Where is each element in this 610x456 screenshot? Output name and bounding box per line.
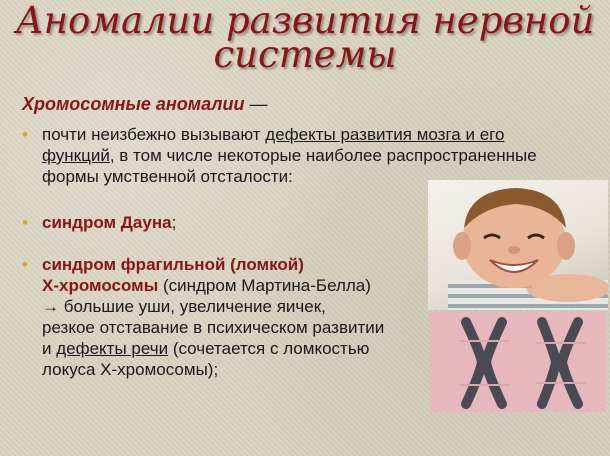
bullet-text bbox=[42, 124, 537, 187]
text-line: → большие уши, увеличение яичек, bbox=[42, 297, 326, 316]
text-line: локуса Х-хромосомы); bbox=[42, 360, 219, 379]
text-span: и bbox=[42, 339, 57, 358]
child-illustration bbox=[428, 180, 608, 310]
x-chromosome-illustration bbox=[430, 312, 606, 412]
text-span: почти неизбежно вызывают bbox=[42, 125, 266, 144]
slide-title bbox=[0, 0, 610, 76]
syndrome-name: синдром фрагильной (ломкой) bbox=[42, 255, 304, 274]
text-span: (сочетается с ломкостью bbox=[168, 339, 370, 358]
underlined-text: дефекты речи bbox=[56, 339, 169, 358]
text-line: резкое отставание в психическом развитии bbox=[42, 318, 385, 337]
chromosome-photo bbox=[430, 312, 606, 412]
syndrome-name: Х-хромосомы bbox=[42, 276, 159, 295]
underlined-text: функций bbox=[42, 146, 110, 165]
bullet-text bbox=[42, 212, 176, 233]
bullet-marker: • bbox=[22, 255, 28, 274]
bullet-text bbox=[42, 254, 384, 380]
text-span: ; bbox=[171, 213, 177, 232]
child-photo bbox=[428, 180, 608, 310]
bullet-marker: • bbox=[22, 213, 28, 232]
syndrome-name: синдром Дауна bbox=[42, 213, 172, 232]
title-line-2: системы bbox=[213, 33, 397, 76]
text-span: (синдром Мартина-Белла) bbox=[158, 276, 371, 295]
heading-text: Хромосомные аномалии bbox=[22, 94, 245, 114]
text-line: формы умственной отсталости: bbox=[42, 167, 293, 186]
underlined-text: дефекты развития мозга и его bbox=[265, 125, 505, 144]
section-heading bbox=[22, 94, 268, 115]
title-line-1: Аномалии развития нервной bbox=[15, 0, 595, 42]
heading-dash: — bbox=[249, 94, 268, 114]
bullet-marker: • bbox=[22, 125, 28, 144]
text-span: , в том числе некоторые наиболее распространенные bbox=[109, 146, 537, 165]
